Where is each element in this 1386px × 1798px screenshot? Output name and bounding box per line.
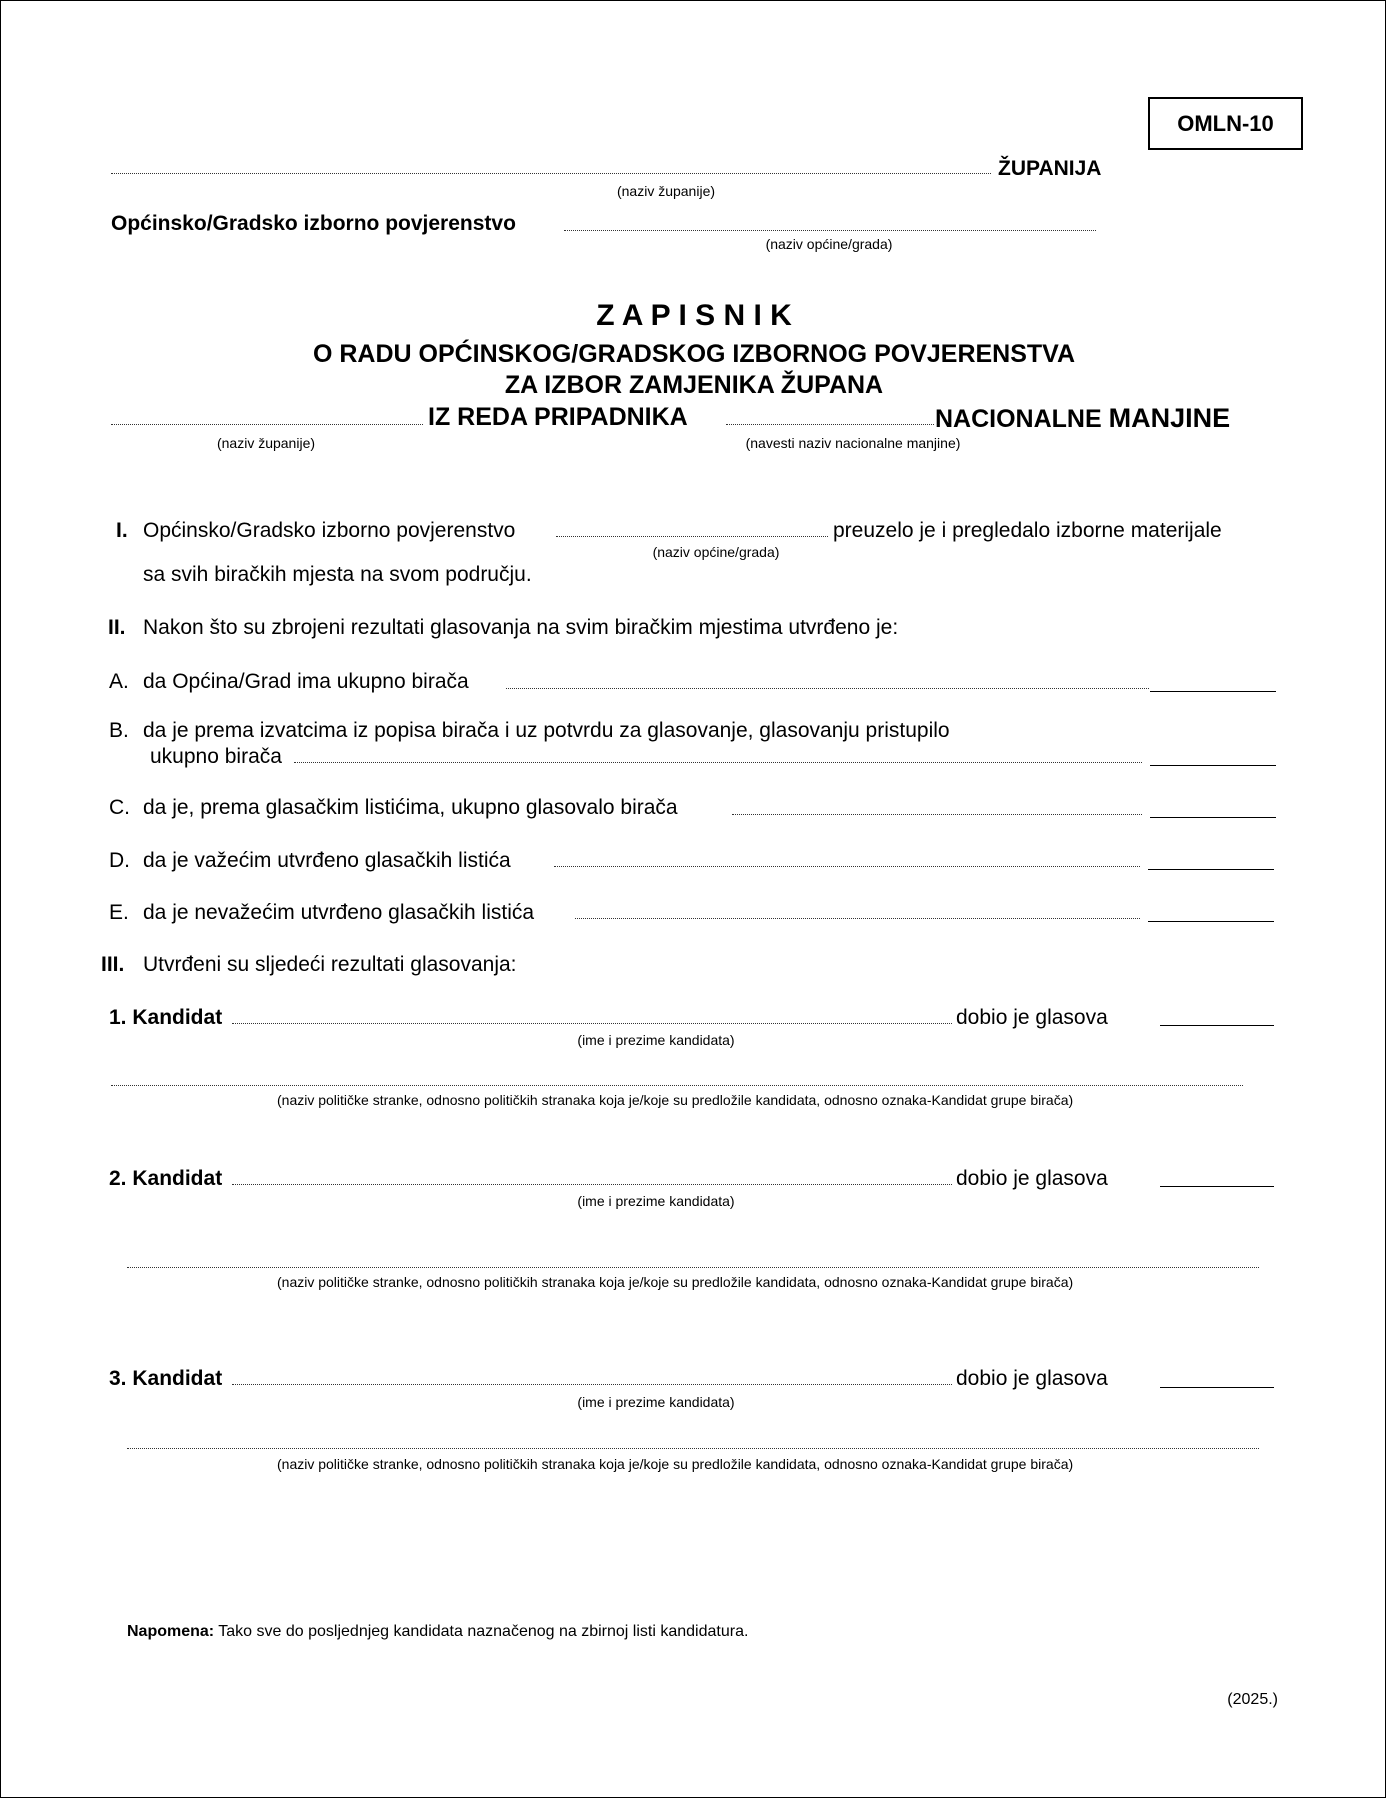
title-line-4-end-a: NACIONALNE [935,405,1102,433]
title-line-2: O RADU OPĆINSKOG/GRADSKOG IZBORNOG POVJERENSTVA [312,340,1076,368]
section-III-numeral: III. [101,953,125,976]
title-minority-field[interactable] [726,424,934,425]
item-B-text: da je prema izvatcima iz popisa birača i uz potvrdu za glasovanje, glasovanju pristupilo [143,719,950,742]
candidate-1-votes-label: dobio je glasova [956,1006,1108,1029]
candidate-2-party-caption: (naziv političke stranke, odnosno političkih stranaka koja je/koje su predložile kandidata, odnosno oznaka-Kandidat grupe birača) [277,1274,1074,1290]
candidate-3-label: 3. Kandidat [109,1367,223,1390]
candidate-3-party-field[interactable] [127,1448,1259,1449]
item-B-dots [294,762,1142,763]
title-county-caption: (naziv županije) [216,435,316,451]
candidate-2-votes-label: dobio je glasova [956,1167,1108,1190]
county-name-field[interactable] [111,173,991,174]
candidate-3-votes-field[interactable] [1160,1387,1274,1388]
section-I-caption: (naziv općine/grada) [652,544,780,560]
candidate-1-label: 1. Kandidat [109,1006,223,1029]
note [127,1623,748,1641]
year-label: (2025.) [1227,1691,1278,1708]
section-II-text: Nakon što su zbrojeni rezultati glasovanja na svim biračkim mjestima utvrđeno je: [143,616,899,639]
item-E-dots [575,918,1140,919]
municipality-name-field[interactable] [564,230,1096,231]
title-minority-caption: (navesti naziv nacionalne manjine) [745,435,961,451]
item-A-text: da Općina/Grad ima ukupno birača [143,670,469,693]
section-I-text-a: Općinsko/Gradsko izborno povjerenstvo [143,519,516,542]
item-B-value-field[interactable] [1150,765,1276,766]
item-E-letter: E. [109,901,129,924]
candidate-2-label: 2. Kandidat [109,1167,223,1190]
candidate-3-name-field[interactable] [232,1384,952,1385]
candidate-2-name-caption: (ime i prezime kandidata) [577,1193,735,1209]
form-code: OMLN-10 [1177,110,1274,136]
section-I-text-b: preuzelo je i pregledalo izborne materijale [833,519,1222,542]
item-D-dots [554,866,1140,867]
candidate-1-name-caption: (ime i prezime kandidata) [577,1032,735,1048]
document-title: Z A P I S N I K [596,299,792,332]
candidate-1-name-field[interactable] [232,1023,952,1024]
candidate-1-party-field[interactable] [111,1085,1243,1086]
candidate-2-name-field[interactable] [232,1184,952,1185]
section-I-text-c: sa svih biračkih mjesta na svom području. [143,563,532,586]
candidate-3-name-caption: (ime i prezime kandidata) [577,1394,735,1410]
item-C-value-field[interactable] [1150,817,1276,818]
form-code-box [1148,97,1303,150]
candidate-2-party-field[interactable] [127,1267,1259,1268]
item-E-value-field[interactable] [1148,921,1274,922]
item-E-text: da je nevažećim utvrđeno glasačkih listića [143,901,535,924]
candidate-1-votes-field[interactable] [1160,1025,1274,1026]
county-suffix: ŽUPANIJA [998,157,1102,180]
candidate-2-votes-field[interactable] [1160,1186,1274,1187]
county-caption: (naziv županije) [616,183,716,199]
candidate-3-party-caption: (naziv političke stranke, odnosno političkih stranaka koja je/koje su predložile kandidata, odnosno oznaka-Kandidat grupe birača) [277,1456,1074,1472]
item-B-letter: B. [109,719,129,742]
candidate-3-votes-label: dobio je glasova [956,1367,1108,1390]
section-I-municipality-field[interactable] [556,536,828,537]
item-D-value-field[interactable] [1148,869,1274,870]
title-line-4-end [935,403,1230,434]
item-B-text-2: ukupno birača [150,745,282,768]
title-line-4-end-b: MANJINE [1108,403,1231,433]
item-D-text: da je važećim utvrđeno glasačkih listića [143,849,511,872]
section-I-numeral: I. [116,519,128,542]
note-text: Tako sve do posljednjeg kandidata naznačenog na zbirnoj listi kandidatura. [218,1623,749,1640]
item-D-letter: D. [109,849,130,872]
item-A-letter: A. [109,670,129,693]
section-III-text: Utvrđeni su sljedeći rezultati glasovanja: [143,953,517,976]
commission-label: Općinsko/Gradsko izborno povjerenstvo [111,212,516,235]
item-C-text: da je, prema glasačkim listićima, ukupno glasovalo birača [143,796,678,819]
title-county-field[interactable] [111,424,423,425]
item-A-value-field[interactable] [1150,691,1276,692]
item-A-dots [506,688,1149,689]
candidate-1-party-caption: (naziv političke stranke, odnosno političkih stranaka koja je/koje su predložile kandidata, odnosno oznaka-Kandidat grupe birača) [277,1092,1074,1108]
item-C-letter: C. [109,796,130,819]
item-C-dots [732,814,1142,815]
section-II-numeral: II. [108,616,126,639]
title-line-3: ZA IZBOR ZAMJENIKA ŽUPANA [504,371,884,399]
commission-caption: (naziv općine/grada) [765,236,893,252]
note-label: Napomena: [127,1623,215,1640]
title-line-4-mid: IZ REDA PRIPADNIKA [428,403,688,431]
